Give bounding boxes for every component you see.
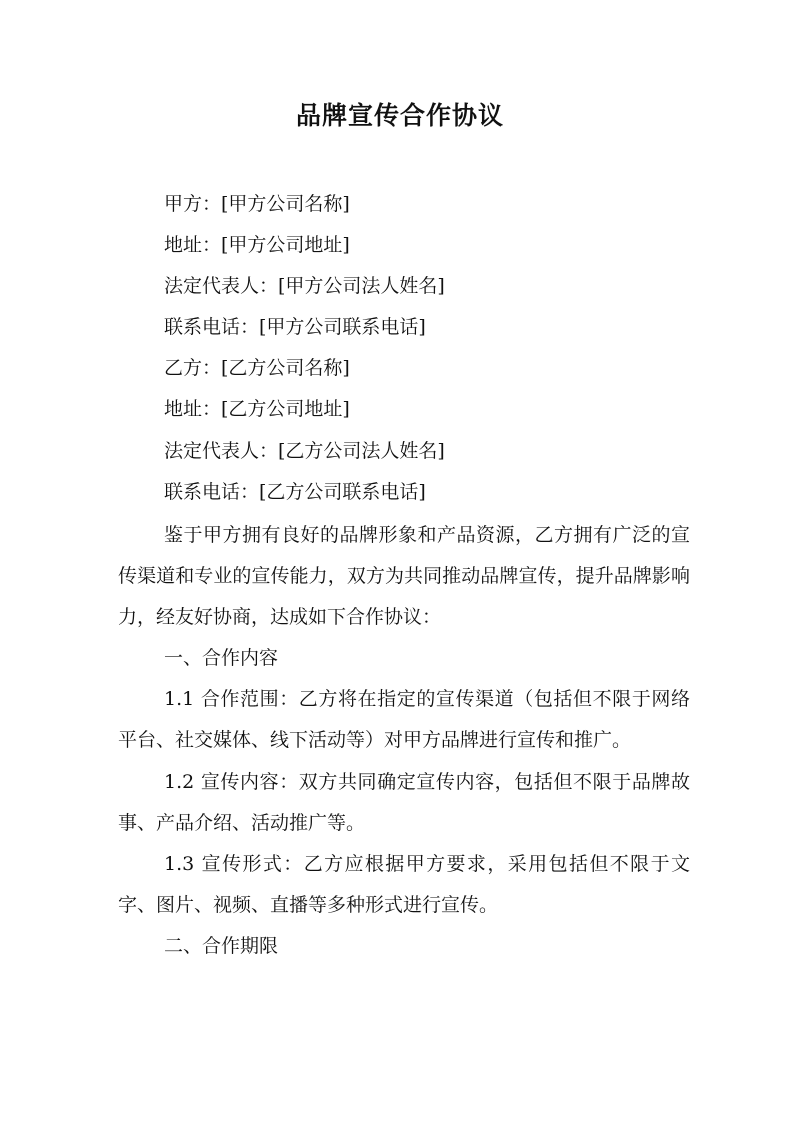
party-b-name: 乙方：[乙方公司名称]	[164, 357, 350, 380]
party-a-address: 地址：[甲方公司地址]	[164, 234, 350, 257]
clause-1-1: 1.1 合作范围：乙方将在指定的宣传渠道（包括但不限于网络平台、社交媒体、线下活动等）对甲方品牌进行宣传和推广。	[118, 688, 690, 752]
document-title: 品牌宣传合作协议	[295, 101, 504, 130]
party-b-phone: 联系电话：[乙方公司联系电话]	[164, 480, 426, 503]
clause-1-2: 1.2 宣传内容：双方共同确定宣传内容，包括但不限于品牌故事、产品介绍、活动推广等。	[118, 770, 690, 834]
preamble-paragraph: 鉴于甲方拥有良好的品牌形象和产品资源，乙方拥有广泛的宣传渠道和专业的宣传能力，双方为共同推动品牌宣传，提升品牌影响力，经友好协商，达成如下合作协议：	[118, 524, 690, 629]
party-a-phone: 联系电话：[甲方公司联系电话]	[164, 316, 426, 339]
parties-block	[164, 184, 704, 513]
party-b-address: 地址：[乙方公司地址]	[164, 398, 350, 421]
party-a-legal-rep: 法定代表人：[甲方公司法人姓名]	[164, 275, 445, 298]
agreement-body	[118, 515, 690, 967]
section-2-heading: 二、合作期限	[164, 934, 279, 957]
party-a-name: 甲方：[甲方公司名称]	[164, 193, 350, 215]
clause-1-3: 1.3 宣传形式：乙方应根据甲方要求，采用包括但不限于文字、图片、视频、直播等多种形式进行宣传。	[118, 852, 690, 916]
party-b-legal-rep: 法定代表人：[乙方公司法人姓名]	[164, 439, 445, 462]
section-1-heading: 一、合作内容	[164, 647, 279, 670]
